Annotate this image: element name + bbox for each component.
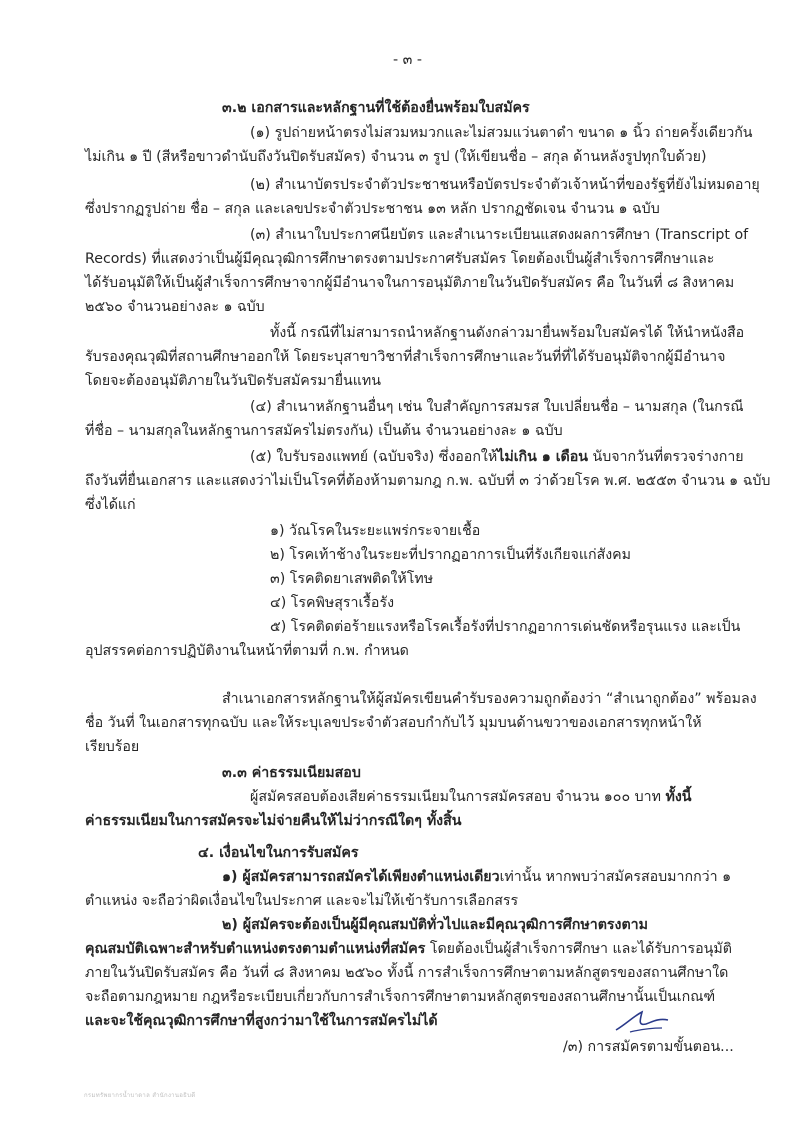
- item-1-line-2: ไม่เกิน ๑ ปี (สีหรือขาวดำนับถึงวันปิดรับสมัคร) จำนวน ๓ รูป (ให้เขียนชื่อ – สกุล ด้านหลังรูปทุกใบด้วย): [85, 149, 707, 165]
- condition-2-line-1: ๒) ผู้สมัครจะต้องเป็นผู้มีคุณสมบัติทั่วไปและมีคุณวุฒิการศึกษาตรงตาม: [222, 917, 648, 933]
- condition-2-line-4: จะถือตามกฎหมาย กฎหรือระเบียบเกี่ยวกับการสำเร็จการศึกษาตามหลักสูตรของสถานศึกษานั้นเป็นเกณฑ์: [85, 989, 716, 1005]
- item-3-line-3: ได้รับอนุมัติให้เป็นผู้สำเร็จการศึกษาจากผู้มีอำนาจในการอนุมัติภายในวันปิดรับสมัคร คือ ในวันที่ ๘ สิงหาคม: [85, 275, 735, 291]
- item-5-text-a: (๕) ใบรับรองแพทย์ (ฉบับจริง) ซึ่งออกให้: [250, 449, 498, 465]
- disease-5-continuation: อุปสรรคต่อการปฏิบัติงานในหน้าที่ตามที่ ก.พ. กำหนด: [85, 643, 409, 659]
- section-heading-3-2: ๓.๒ เอกสารและหลักฐานที่ใช้ต้องยื่นพร้อมใบสมัคร: [222, 100, 530, 116]
- item-2-line-2: ซึ่งปรากฏรูปถ่าย ชื่อ – สกุล และเลขประจำตัวประชาชน ๑๓ หลัก ปรากฏชัดเจน จำนวน ๑ ฉบับ: [85, 201, 660, 217]
- fee-text: ผู้สมัครสอบต้องเสียค่าธรรมเนียมในการสมัครสอบ จำนวน ๑๐๐ บาท: [250, 789, 666, 805]
- note-line-1: ทั้งนี้ กรณีที่ไม่สามารถนำหลักฐานดังกล่าวมายื่นพร้อมใบสมัครได้ ให้นำหนังสือ: [270, 325, 745, 341]
- note-line-2: รับรองคุณวุฒิที่สถานศึกษาออกให้ โดยระบุสาขาวิชาที่สำเร็จการศึกษาและวันที่ที่ได้รับอนุมัติจากผู้มีอำนาจ: [85, 349, 726, 365]
- certify-line-1: สำเนาเอกสารหลักฐานให้ผู้สมัครเขียนคำรับรองความถูกต้องว่า “สำเนาถูกต้อง” พร้อมลง: [222, 691, 757, 707]
- item-5-text-c: นับจากวันที่ตรวจร่างกาย: [588, 449, 744, 465]
- item-1-line-1: (๑) รูปถ่ายหน้าตรงไม่สวมหมวกและไม่สวมแว่นตาดำ ขนาด ๑ นิ้ว ถ่ายครั้งเดียวกัน: [250, 125, 753, 141]
- item-3-line-4: ๒๕๖๐ จำนวนอย่างละ ๑ ฉบับ: [85, 299, 265, 315]
- item-5-line-2: ถึงวันที่ยื่นเอกสาร และแสดงว่าไม่เป็นโรคที่ต้องห้ามตามกฎ ก.พ. ฉบับที่ ๓ ว่าด้วยโรค พ.ศ. ๒๕๕๓ จำนวน ๑ ฉบับ: [85, 473, 771, 489]
- continuation-note: /๓) การสมัครตามขั้นตอน...: [563, 1039, 734, 1055]
- condition-2-line-3: ภายในวันปิดรับสมัคร คือ วันที่ ๘ สิงหาคม ๒๕๖๐ ทั้งนี้ การสำเร็จการศึกษาตามหลักสูตรของสถานศึกษาใด: [85, 965, 729, 981]
- item-5-text-bold: ไม่เกิน ๑ เดือน: [497, 449, 588, 465]
- item-5-line-3: ซึ่งได้แก่: [85, 497, 136, 513]
- item-5-line-1: [250, 447, 744, 467]
- disease-item: ๕) โรคติดต่อร้ายแรงหรือโรคเรื้อรังที่ปรากฏอาการเด่นชัดหรือรุนแรง และเป็น: [270, 619, 741, 635]
- section-heading-3-3: ๓.๓ ค่าธรรมเนียมสอบ: [222, 765, 361, 781]
- item-4-line-2: ที่ชื่อ – นามสกุลในหลักฐานการสมัครไม่ตรงกัน) เป็นต้น จำนวนอย่างละ ๑ ฉบับ: [85, 423, 563, 439]
- disease-item: ๓) โรคติดยาเสพติดให้โทษ: [270, 571, 434, 587]
- condition-1-line-1: [222, 867, 731, 887]
- certify-line-2: ชื่อ วันที่ ในเอกสารทุกฉบับ และให้ระบุเลขประจำตัวสอบกำกับไว้ มุมบนด้านขวาของเอกสารทุกหน้าให้: [85, 715, 702, 731]
- disease-item: ๑) วัณโรคในระยะแพร่กระจายเชื้อ: [270, 523, 481, 539]
- fee-line-2: ค่าธรรมเนียมในการสมัครจะไม่จ่ายคืนให้ไม่ว่ากรณีใดๆ ทั้งสิ้น: [85, 813, 462, 829]
- condition-2-line-2: [85, 939, 732, 959]
- condition-1-line-2: ตำแหน่ง จะถือว่าผิดเงื่อนไขในประกาศ และจะไม่ให้เข้ารับการเลือกสรร: [85, 893, 519, 909]
- page-number: - ๓ -: [393, 52, 422, 68]
- item-4-line-1: (๔) สำเนาหลักฐานอื่นๆ เช่น ใบสำคัญการสมรส ใบเปลี่ยนชื่อ – นามสกุล (ในกรณี: [250, 399, 744, 415]
- disease-item: ๔) โรคพิษสุราเรื้อรัง: [270, 595, 395, 611]
- item-2-line-1: (๒) สำเนาบัตรประจำตัวประชาชนหรือบัตรประจำตัวเจ้าหน้าที่ของรัฐที่ยังไม่หมดอายุ: [250, 177, 760, 193]
- condition-1-bold: ๑) ผู้สมัครสามารถสมัครได้เพียงตำแหน่งเดียว: [222, 869, 500, 885]
- item-3-line-1: (๓) สำเนาใบประกาศนียบัตร และสำเนาระเบียนแสดงผลการศึกษา (Transcript of: [250, 227, 749, 243]
- section-heading-4: ๔. เงื่อนไขในการรับสมัคร: [198, 845, 359, 861]
- note-line-3: โดยจะต้องอนุมัติภายในวันปิดรับสมัครมายื่นแทน: [85, 373, 381, 389]
- fee-text-bold: ทั้งนี้: [665, 789, 692, 805]
- disease-item: ๒) โรคเท้าช้างในระยะที่ปรากฏอาการเป็นที่รังเกียจแก่สังคม: [270, 547, 632, 563]
- condition-1-text: เท่านั้น หากพบว่าสมัครสอบมากกว่า ๑: [499, 869, 732, 885]
- footer-mark: กรมทรัพยากรน้ำบาดาล สำนักงานอธิบดี: [84, 1092, 196, 1099]
- signature-icon: [612, 1006, 672, 1036]
- item-3-line-2: Records) ที่แสดงว่าเป็นผู้มีคุณวุฒิการศึกษาตรงตามประกาศรับสมัคร โดยต้องเป็นผู้สำเร็จการศึกษาและ: [85, 251, 715, 267]
- condition-2-line-5: และจะใช้คุณวุฒิการศึกษาที่สูงกว่ามาใช้ในการสมัครไม่ได้: [85, 1013, 438, 1029]
- fee-line-1: [250, 787, 691, 807]
- condition-2-bold: คุณสมบัติเฉพาะสำหรับตำแหน่งตรงตามตำแหน่งที่สมัคร: [85, 941, 426, 957]
- condition-2-text: โดยต้องเป็นผู้สำเร็จการศึกษา และได้รับการอนุมัติ: [425, 941, 732, 957]
- certify-line-3: เรียบร้อย: [85, 739, 140, 755]
